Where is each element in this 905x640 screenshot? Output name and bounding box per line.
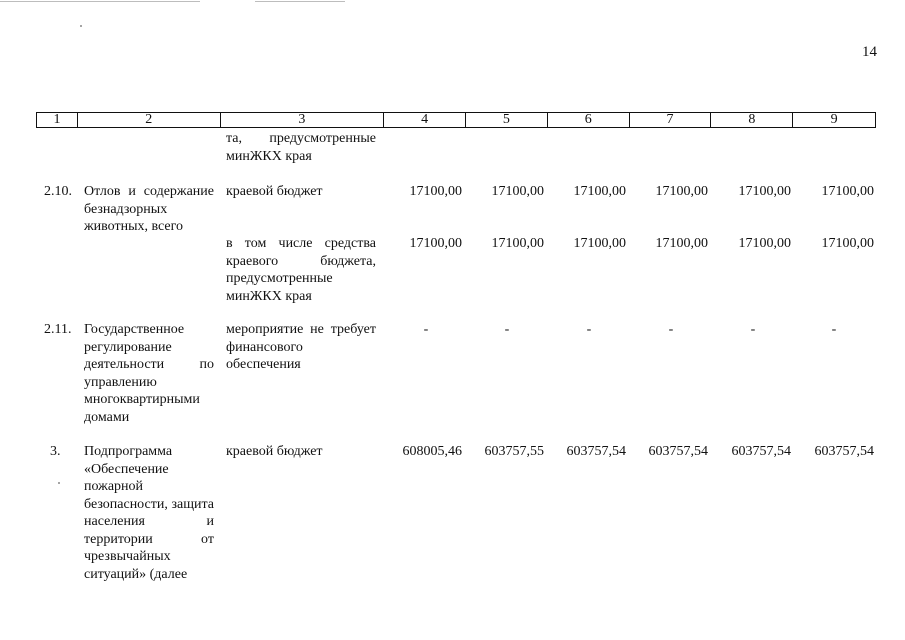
row-name: Государственное регулирование деятельности по управлению многоквартирными домами [84,322,214,425]
scan-artifact-line [0,1,200,2]
row-name: Отлов и содержание безнадзорных животных, всего [84,184,214,234]
funding-source: краевой бюджет [226,184,323,199]
value-cell: 17100,00 [821,236,874,251]
value-cell: 17100,00 [655,184,708,199]
funding-source: мероприятие не требует финансового обеспечения [226,322,376,372]
value-cell: - [750,322,756,337]
value-cell: - [423,322,429,337]
value-cell: 603757,55 [484,444,544,459]
value-cell: 603757,54 [731,444,791,459]
header-cell: 1 [53,112,61,127]
scan-artifact-speck [58,482,60,484]
header-cell: 2 [77,113,220,127]
funding-source: в том числе средства краевого бюджета, предусмотренные минЖКХ края [226,236,376,304]
value-cell: 603757,54 [814,444,874,459]
value-cell: - [504,322,510,337]
value-cell: 603757,54 [648,444,708,459]
value-cell: 17100,00 [655,236,708,251]
funding-source: краевой бюджет [226,444,323,459]
header-cell: 6 [547,113,629,127]
header-cell: 4 [383,113,465,127]
value-cell: 17100,00 [738,236,791,251]
scan-artifact-line [255,1,345,2]
value-cell: 17100,00 [409,184,462,199]
header-cell: 5 [465,113,547,127]
value-cell: 17100,00 [738,184,791,199]
funding-source: та, предусмотренные минЖКХ края [226,131,376,164]
value-cell: 17100,00 [573,236,626,251]
page-number: 14 [862,44,877,60]
value-cell: 17100,00 [491,184,544,199]
header-cell: 7 [629,113,711,127]
value-cell: 17100,00 [409,236,462,251]
value-cell: 17100,00 [821,184,874,199]
scan-artifact-speck [80,25,82,27]
row-number: 2.10. [44,184,72,199]
row-number: 3. [50,444,61,459]
value-cell: - [668,322,674,337]
value-cell: 608005,46 [402,444,462,459]
row-name: Подпрограмма «Обеспечение пожарной безопасности, защита населения и территории от чрезвычайных ситуаций» (далее [84,444,214,582]
table-header-row [36,112,876,128]
value-cell: - [586,322,592,337]
header-cell: 3 [220,113,384,127]
value-cell: 17100,00 [491,236,544,251]
value-cell: 17100,00 [573,184,626,199]
row-number: 2.11. [44,322,72,337]
header-cell: 8 [710,113,792,127]
value-cell: - [831,322,837,337]
value-cell: 603757,54 [566,444,626,459]
header-cell: 9 [792,113,875,127]
